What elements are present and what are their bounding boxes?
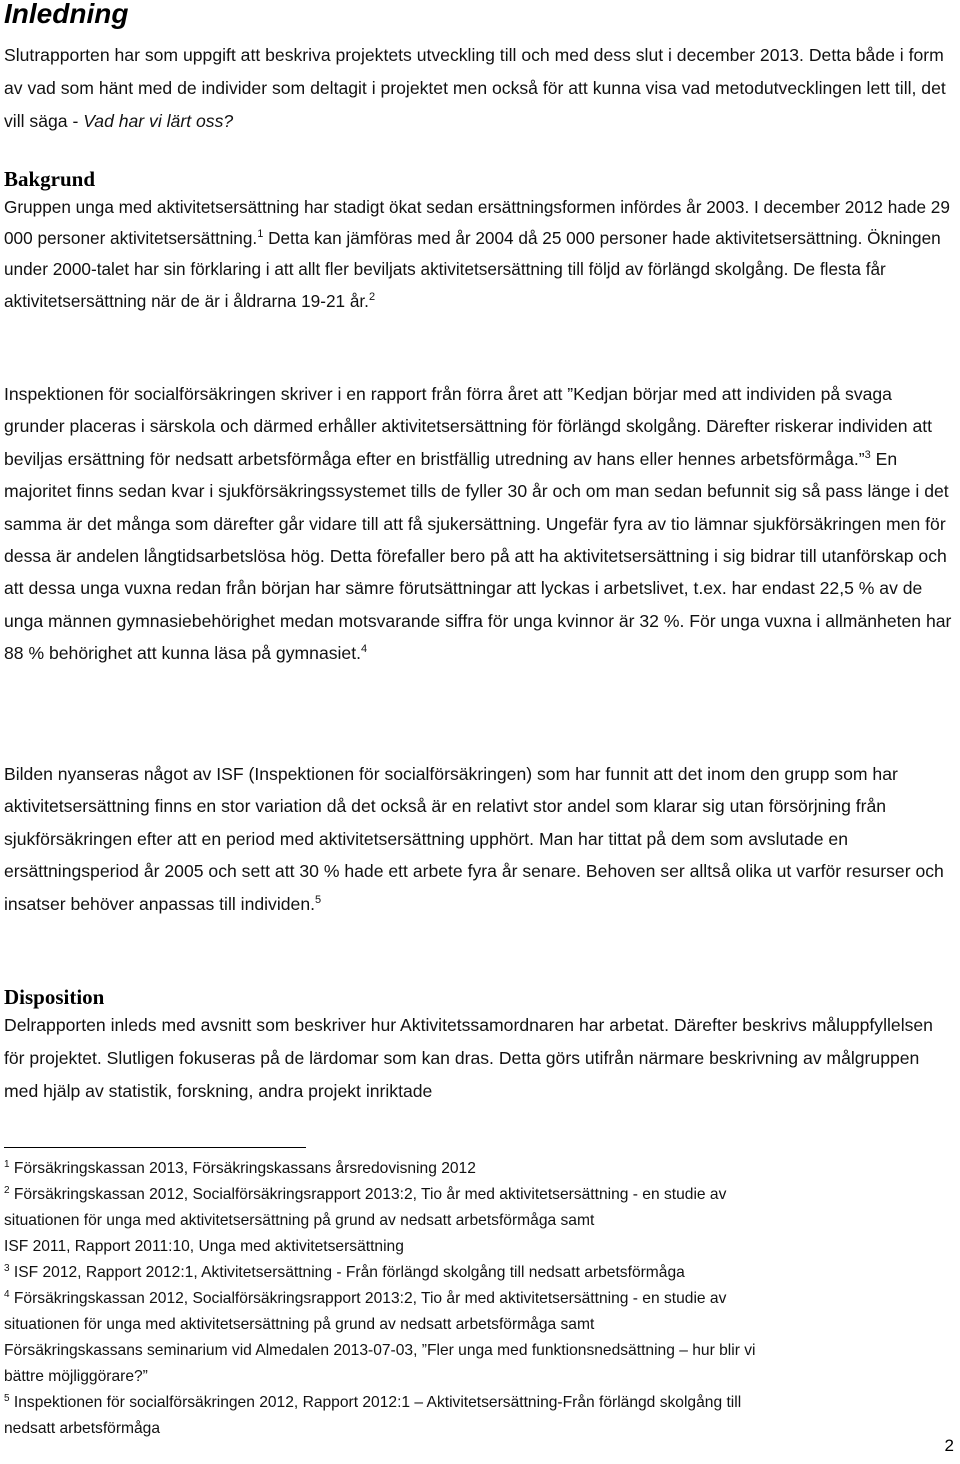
section-heading-inledning: Inledning [4,0,129,29]
footnote-line: ISF 2012, Rapport 2012:1, Aktivitetsersättning - Från förlängd skolgång till nedsatt arbetsförmåga [13,1264,685,1281]
disposition-paragraph: Delrapporten inleds med avsnitt som beskriver hur Aktivitetssamordnaren har arbetat. Därefter beskrivs måluppfyllelsen för projektet. Slutligen fokuseras på de lärdomar som kan dras. Detta görs utifrån närmare beskrivning av målgruppen med hjälp av statistik, forskning, andra projekt inriktade [4,1015,933,1101]
footnote-number: 5 [4,1393,10,1404]
footnote-number: 4 [4,1289,10,1300]
footnote-number: 1 [4,1159,10,1170]
footnotes [4,1156,956,1442]
footnote-line: situationen för unga med aktivitetsersättning på grund av nedsatt arbetsförmåga samt [4,1212,595,1229]
paragraph-text: En majoritet finns sedan kvar i sjukförsäkringssystemet tills de fyller 30 år och om man sedan befunnit sig så pass länge i det samma är det många som därefter går vidare till att få sjukersättning. Ungefär fyra av tio lämnar sjukförsäkringen men för dessa är andelen långtidsarbetslösa hög. Detta förefaller bero på att ha aktivitetsersättning i sig bidrar till utanförskap och att dessa unga vuxna redan från början har sämre förutsättningar att lyckas i arbetslivet, t.ex. har endast 22,5 % av de unga männen gymnasiebehörighet medan motsvarande siffra för unga kvinnor är 32 %. För unga vuxna i allmänheten har 88 % behörighet att kunna läsa på gymnasiet. [4,448,952,664]
footnote-line: Försäkringskassan 2013, Försäkringskassans årsredovisning 2012 [13,1160,476,1177]
section-heading-disposition: Disposition [4,985,105,1009]
footnote-line: Inspektionen för socialförsäkringen 2012, Rapport 2012:1 – Aktivitetsersättning-Från förlängd skolgång till [13,1394,742,1411]
footnote-line: Försäkringskassans seminarium vid Almedalen 2013-07-03, ”Fler unga med funktionsnedsättning – hur blir vi [4,1342,756,1359]
footnote-ref-3: 3 [864,448,871,461]
bakgrund-paragraph-2 [4,378,956,670]
paragraph-text: Bilden nyanseras något av ISF (Inspektionen för socialförsäkringen) som har funnit att det inom den grupp som har aktivitetsersättning finns en stor variation då det också är en relativt stor andel som klarar sig utan försörjning från sjukförsäkringen efter att en period med aktivitetsersättning upphört. Man har tittat på dem som avslutade en ersättningsperiod år 2005 och sett att 30 % hade ett arbete fyra år senare. Behoven ser alltså olika ut varför resurser och insatser behöver anpassas till individen. [4,764,944,914]
footnote-number: 2 [4,1185,10,1196]
footnote-ref-4: 4 [361,643,368,656]
footnote-line: situationen för unga med aktivitetsersättning på grund av nedsatt arbetsförmåga samt [4,1316,595,1333]
footnote-line: Försäkringskassan 2012, Socialförsäkringsrapport 2013:2, Tio år med aktivitetsersättning - en studie av [13,1186,727,1203]
intro-text: Slutrapporten har som uppgift att beskriva projektets utveckling till och med dess slut i december 2013. Detta både i form av vad som hänt med de individer som deltagit i projektet men också för att kunna visa vad metodutvecklingen lett till, det vill säga - [4,45,946,131]
section-heading-bakgrund: Bakgrund [4,167,96,191]
intro-paragraph [4,39,956,137]
footnote-5 [4,1390,956,1416]
bakgrund-paragraph-3 [4,758,956,920]
footnote-line: ISF 2011, Rapport 2011:10, Unga med aktivitetsersättning [4,1238,404,1255]
footnote-divider [4,1147,306,1148]
footnote-ref-1: 1 [257,228,264,241]
footnote-4 [4,1286,956,1312]
paragraph-text: Inspektionen för socialförsäkringen skriver i en rapport från förra året att ”Kedjan börjar med att individen på svaga grunder placeras i särskola och därmed erhåller aktivitetsersättning för förlängd skolgång. Därefter riskerar individen att beviljas ersättning för nedsatt arbetsförmåga efter en bristfällig utredning av hans eller hennes arbetsförmåga.” [4,384,933,469]
footnote-line: Försäkringskassan 2012, Socialförsäkringsrapport 2013:2, Tio år med aktivitetsersättning - en studie av [13,1290,727,1307]
page-number: 2 [944,1436,954,1455]
paragraph-text: Gruppen unga med aktivitetsersättning har stadigt ökat sedan ersättningsformen infördes år 2003. I december 2012 hade 29 000 personer aktivitetsersättning. [4,197,950,249]
footnote-ref-2: 2 [368,290,376,303]
footnote-number: 3 [4,1263,10,1274]
footnote-ref-5: 5 [315,893,322,906]
footnote-line: bättre möjliggörare?” [4,1368,148,1385]
footnote-3 [4,1260,956,1286]
footnote-2 [4,1182,956,1208]
bakgrund-paragraph-1 [4,192,956,317]
footnote-1 [4,1156,956,1182]
intro-italic-question: Vad har vi lärt oss? [83,110,234,131]
paragraph-text: Detta kan jämföras med år 2004 då 25 000 personer hade aktivitetsersättning. Ökningen under 2000-talet har sin förklaring i att allt fler beviljats aktivitetsersättning till följd av förlängd skolgång. De flesta får aktivitetsersättning när de är i åldrarna 19-21 år. [4,228,941,311]
footnote-line: nedsatt arbetsförmåga [4,1420,161,1437]
